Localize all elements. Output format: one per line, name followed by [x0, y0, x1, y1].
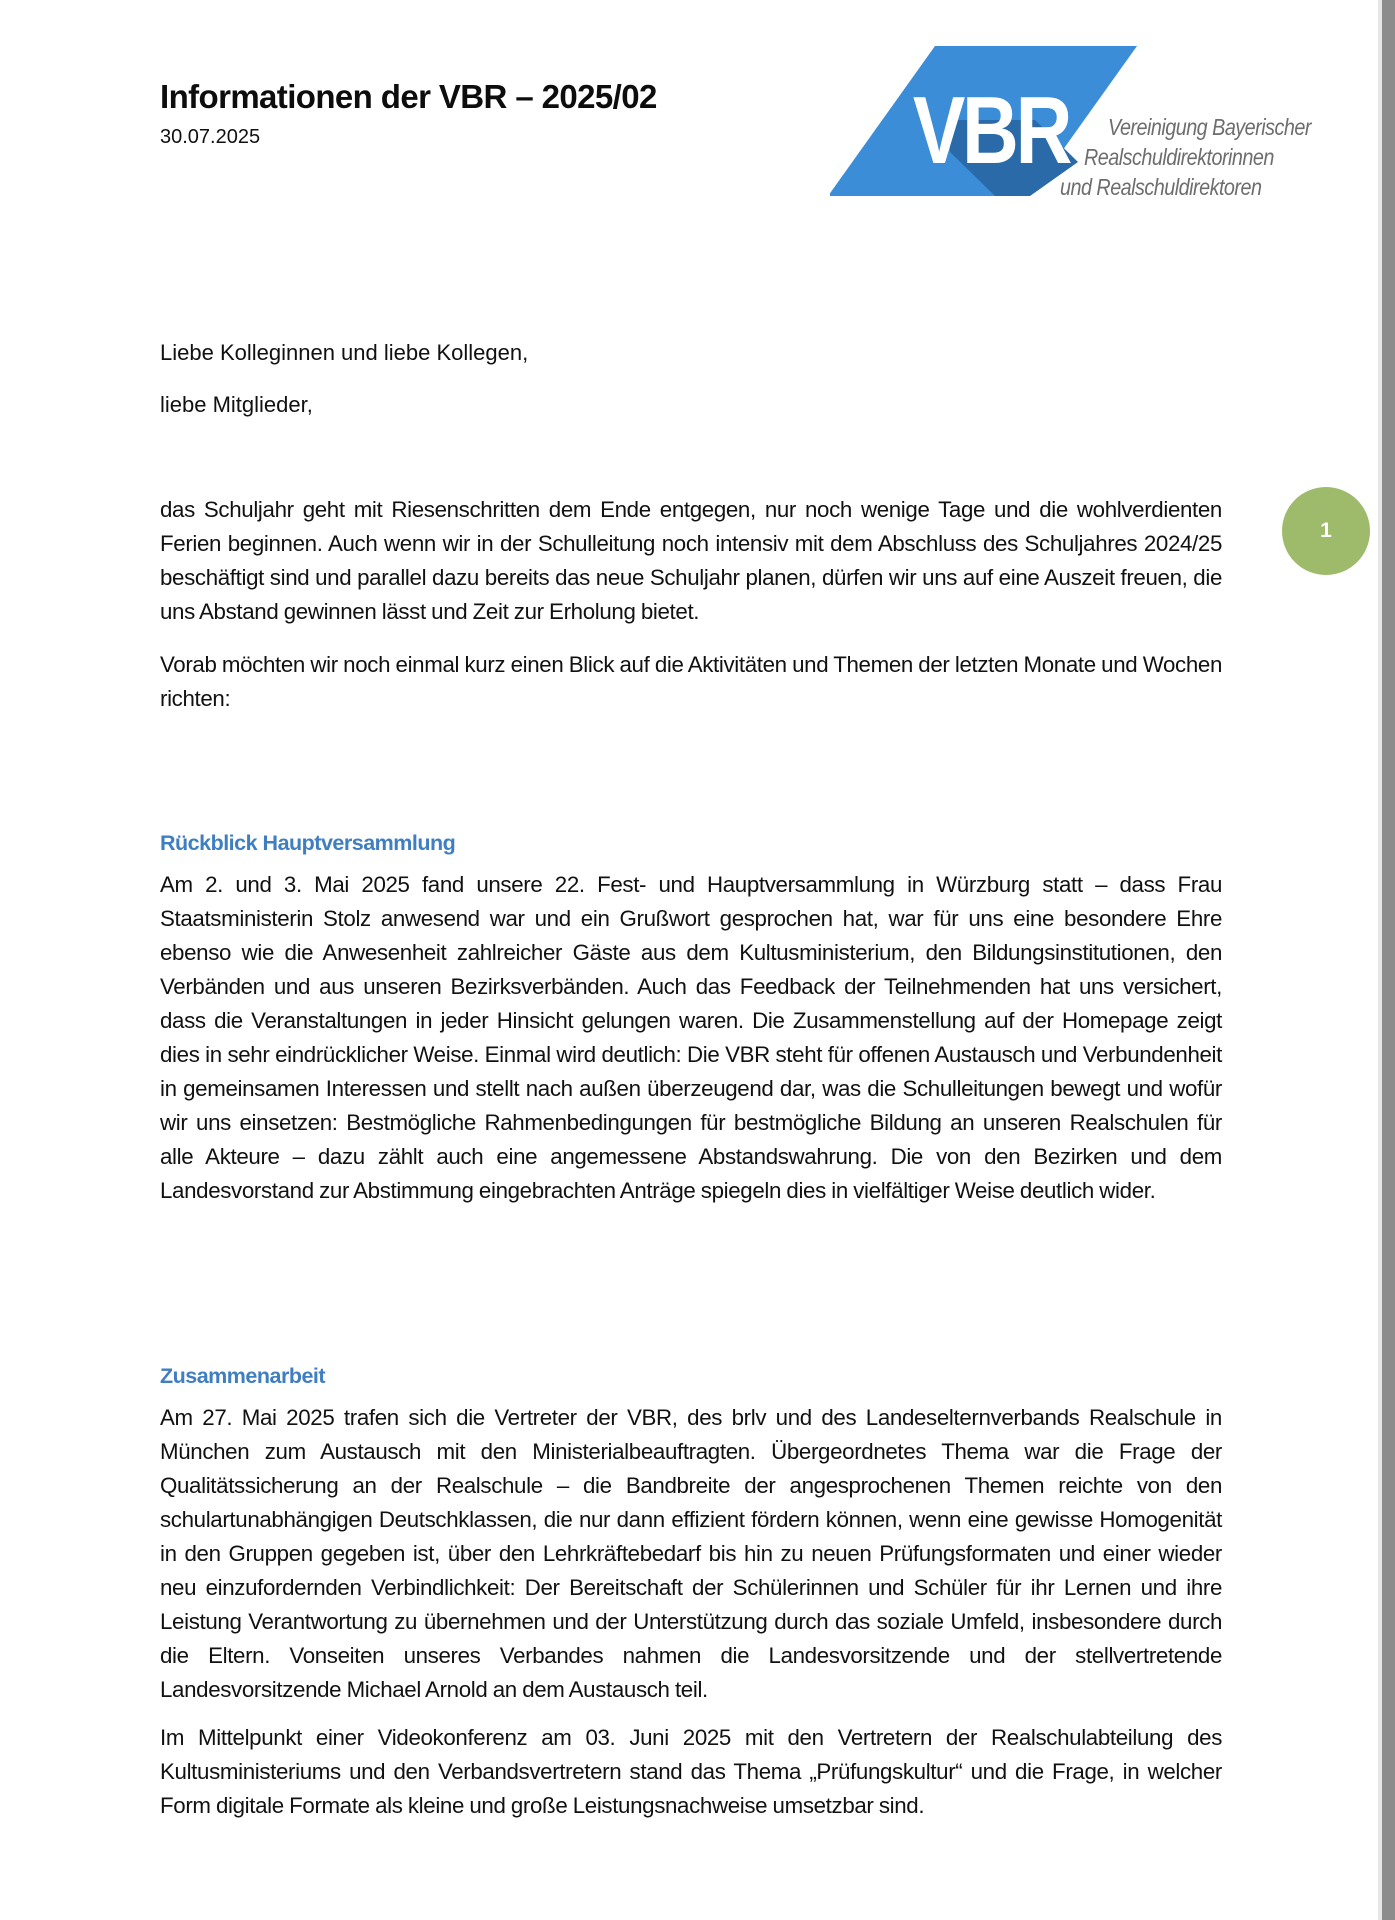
vbr-logo — [830, 42, 1310, 212]
intro-paragraph: Vorab möchten wir noch einmal kurz einen Blick auf die Aktivitäten und Themen der letzten Monate und Wochen richten: — [160, 652, 1222, 711]
page-number-badge: 1 — [1282, 487, 1370, 575]
document-date: 30.07.2025 — [160, 126, 261, 148]
section-paragraph: Am 27. Mai 2025 trafen sich die Vertreter der VBR, des brlv und des Landeselternverbands Realschule in München zum Austausch mit den Ministerialbeauftragten. Übergeordnetes Thema war die Frage der Qualitätssicherung an der Realschule – die Bandbreite der angesprochenen Themen reichte von den schulartunabhängigen Deutschklassen, die nur dann effizient fördern können, wenn eine gewisse Homogenität in den Gruppen gegeben ist, über den Lehrkräftebedarf bis hin zu neuen Prüfungsformaten und einer wieder neu einzufordernden Verbindlichkeit: Der Bereitschaft der Schülerinnen und Schüler für ihr Lernen und ihre Leistung Verantwortung zu übernehmen und der Unterstützung durch das soziale Umfeld, insbesondere durch die Eltern. Vonseiten unseres Verbandes nahmen die Landesvorsitzende und der stellvertretende Landesvorsitzende Michael Arnold an dem Austausch teil. — [160, 1405, 1222, 1702]
logo-caption-line-1: Vereinigung Bayerischer — [1108, 114, 1311, 140]
section-heading: Rückblick Hauptversammlung — [160, 831, 456, 855]
section-paragraph: Im Mittelpunkt einer Videokonferenz am 03. Juni 2025 mit den Vertretern der Realschulabteilung des Kultusministeriums und den Verbandsvertretern stand das Thema „Prüfungskultur“ und die Frage, in welcher Form digitale Formate als kleine und große Leistungsnachweise umsetzbar sind. — [160, 1725, 1222, 1818]
intro-paragraph: das Schuljahr geht mit Riesenschritten dem Ende entgegen, nur noch wenige Tage und die wohlverdienten Ferien beginnen. Auch wenn wir in der Schulleitung noch intensiv mit dem Abschluss des Schuljahres 2024/25 beschäftigt sind und parallel dazu bereits das neue Schuljahr planen, dürfen wir uns auf eine Auszeit freuen, die uns Abstand gewinnen lässt und Zeit zur Erholung bietet. — [160, 497, 1222, 624]
document-title: Informationen der VBR – 2025/02 — [160, 78, 657, 115]
logo-mark-text: VBR — [912, 76, 1070, 184]
salutation-line-1: Liebe Kolleginnen und liebe Kollegen, — [160, 340, 529, 365]
logo-caption-line-3: und Realschuldirektoren — [1060, 174, 1262, 200]
logo-caption-line-2: Realschuldirektorinnen — [1084, 144, 1274, 170]
section-paragraph: Am 2. und 3. Mai 2025 fand unsere 22. Fest- und Hauptversammlung in Würzburg statt – dass Frau Staatsministerin Stolz anwesend war und ein Grußwort gesprochen hat, war für uns eine besondere Ehre ebenso wie die Anwesenheit zahlreicher Gäste aus dem Kultusministerium, den Bildungsinstitutionen, den Verbänden und aus unseren Bezirksverbänden. Auch das Feedback der Teilnehmenden hat uns versichert, dass die Veranstaltungen in jeder Hinsicht gelungen waren. Die Zusammenstellung auf der Homepage zeigt dies in sehr eindrücklicher Weise. Einmal wird deutlich: Die VBR steht für offenen Austausch und Verbundenheit in gemeinsamen Interessen und stellt nach außen überzeugend dar, was die Schulleitungen bewegt und wofür wir uns einsetzen: Bestmögliche Rahmenbedingungen für bestmögliche Bildung an unseren Realschulen für alle Akteure – dazu zählt auch eine angemessene Abstandswahrung. Die von den Bezirken und dem Landesvorstand zur Abstimmung eingebrachten Anträge spiegeln dies in vielfältiger Weise deutlich wider. — [160, 872, 1222, 1203]
salutation-line-2: liebe Mitglieder, — [160, 392, 313, 417]
section-heading: Zusammenarbeit — [160, 1364, 326, 1388]
scrollbar-track[interactable] — [1382, 0, 1395, 1920]
